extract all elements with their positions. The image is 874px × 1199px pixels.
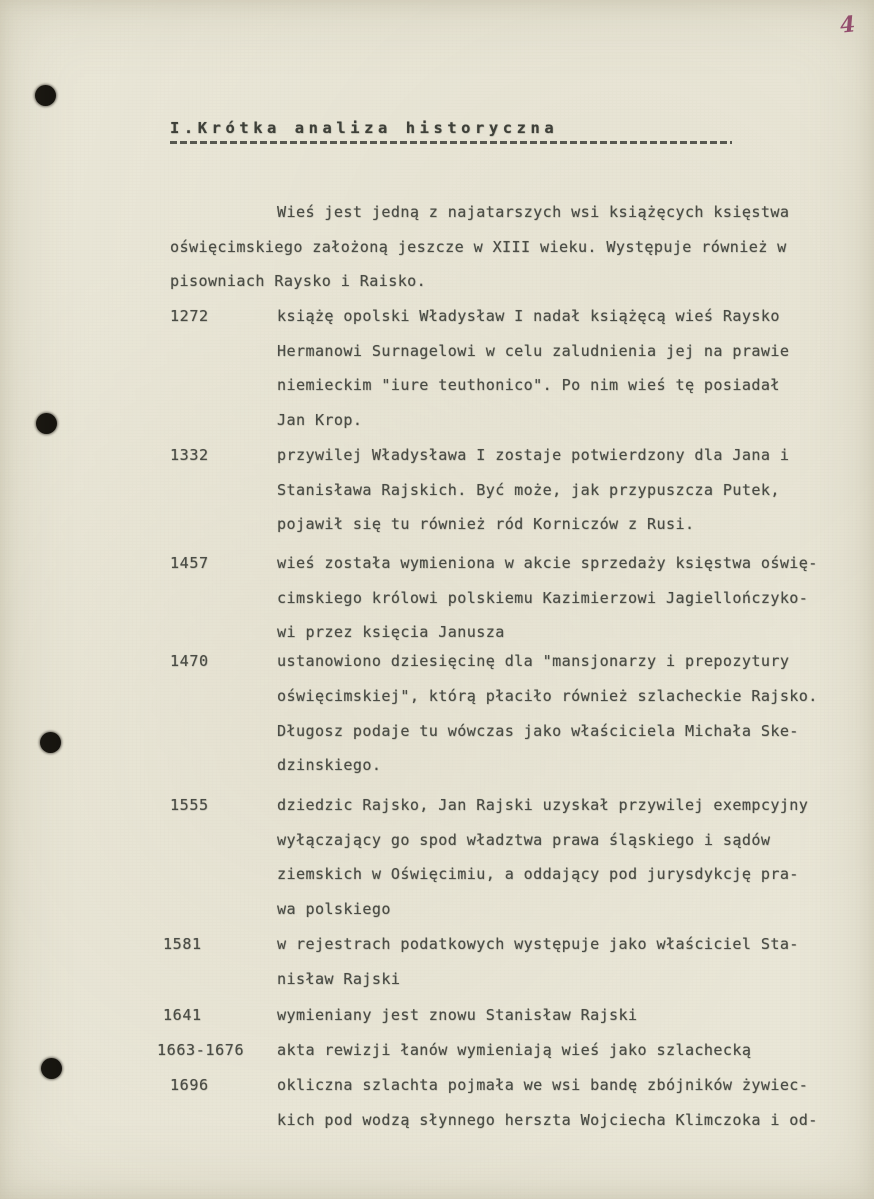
section-heading: I.Krótka analiza historyczna [170, 119, 559, 137]
entry-line: ustanowiono dziesięcinę dla "mansjonarzy i prepozytury [277, 652, 790, 670]
entry-line: Długosz podaje tu wówczas jako właściciela Michała Ske- [277, 722, 799, 740]
entry-line: ziemskich w Oświęcimiu, a oddający pod jurysdykcję pra- [277, 865, 799, 883]
entry-line: kich pod wodzą słynnego herszta Wojciecha Klimczoka i od- [277, 1111, 818, 1129]
entry-year: 1555 [170, 796, 209, 814]
entry-line: wa polskiego [277, 900, 391, 918]
entry-line: wieś została wymieniona w akcie sprzedaży księstwa oświę- [277, 554, 818, 572]
entry-line: Hermanowi Surnagelowi w celu zaludnienia jej na prawie [277, 342, 790, 360]
entry-year: 1470 [170, 652, 209, 670]
entry-line: akta rewizji łanów wymieniają wieś jako szlachecką [277, 1041, 752, 1059]
handwritten-page-number: 4 [838, 11, 857, 39]
entry-year: 1641 [163, 1006, 202, 1024]
entry-line: niemieckim "iure teuthonico". Po nim wieś tę posiadał [277, 376, 780, 394]
entry-line: książę opolski Władysław I nadał książęcą wieś Raysko [277, 307, 780, 325]
entry-line: Jan Krop. [277, 411, 363, 429]
entry-line: w rejestrach podatkowych występuje jako właściciel Sta- [277, 935, 799, 953]
entry-line: dziedzic Rajsko, Jan Rajski uzyskał przywilej exempcyjny [277, 796, 809, 814]
entry-line: Stanisława Rajskich. Być może, jak przypuszcza Putek, [277, 481, 780, 499]
entry-line: wi przez księcia Janusza [277, 623, 505, 641]
entry-line: wyłączający go spod władztwa prawa śląskiego i sądów [277, 831, 771, 849]
entry-line: wymieniany jest znowu Stanisław Rajski [277, 1006, 638, 1024]
section-heading-underline [170, 141, 732, 144]
intro-line: Wieś jest jedną z najatarszych wsi książęcych księstwa [277, 203, 790, 221]
entry-line: cimskiego królowi polskiemu Kazimierzowi Jagiellończyko- [277, 589, 809, 607]
entry-line: pojawił się tu również ród Korniczów z Rusi. [277, 515, 695, 533]
intro-line: oświęcimskiego założoną jeszcze w XIII wieku. Występuje również w [170, 238, 787, 256]
entry-year: 1332 [170, 446, 209, 464]
entry-line: oświęcimskiej", którą płaciło również szlacheckie Rajsko. [277, 687, 818, 705]
entry-year: 1457 [170, 554, 209, 572]
entry-line: przywilej Władysława I zostaje potwierdzony dla Jana i [277, 446, 790, 464]
entry-year: 1696 [170, 1076, 209, 1094]
entry-year: 1581 [163, 935, 202, 953]
entry-year: 1272 [170, 307, 209, 325]
entry-year: 1663-1676 [157, 1041, 245, 1059]
entry-line: dzinskiego. [277, 756, 382, 774]
intro-line: pisowniach Raysko i Raisko. [170, 272, 427, 290]
entry-line: nisław Rajski [277, 970, 401, 988]
entry-line: okliczna szlachta pojmała we wsi bandę zbójników żywiec- [277, 1076, 809, 1094]
